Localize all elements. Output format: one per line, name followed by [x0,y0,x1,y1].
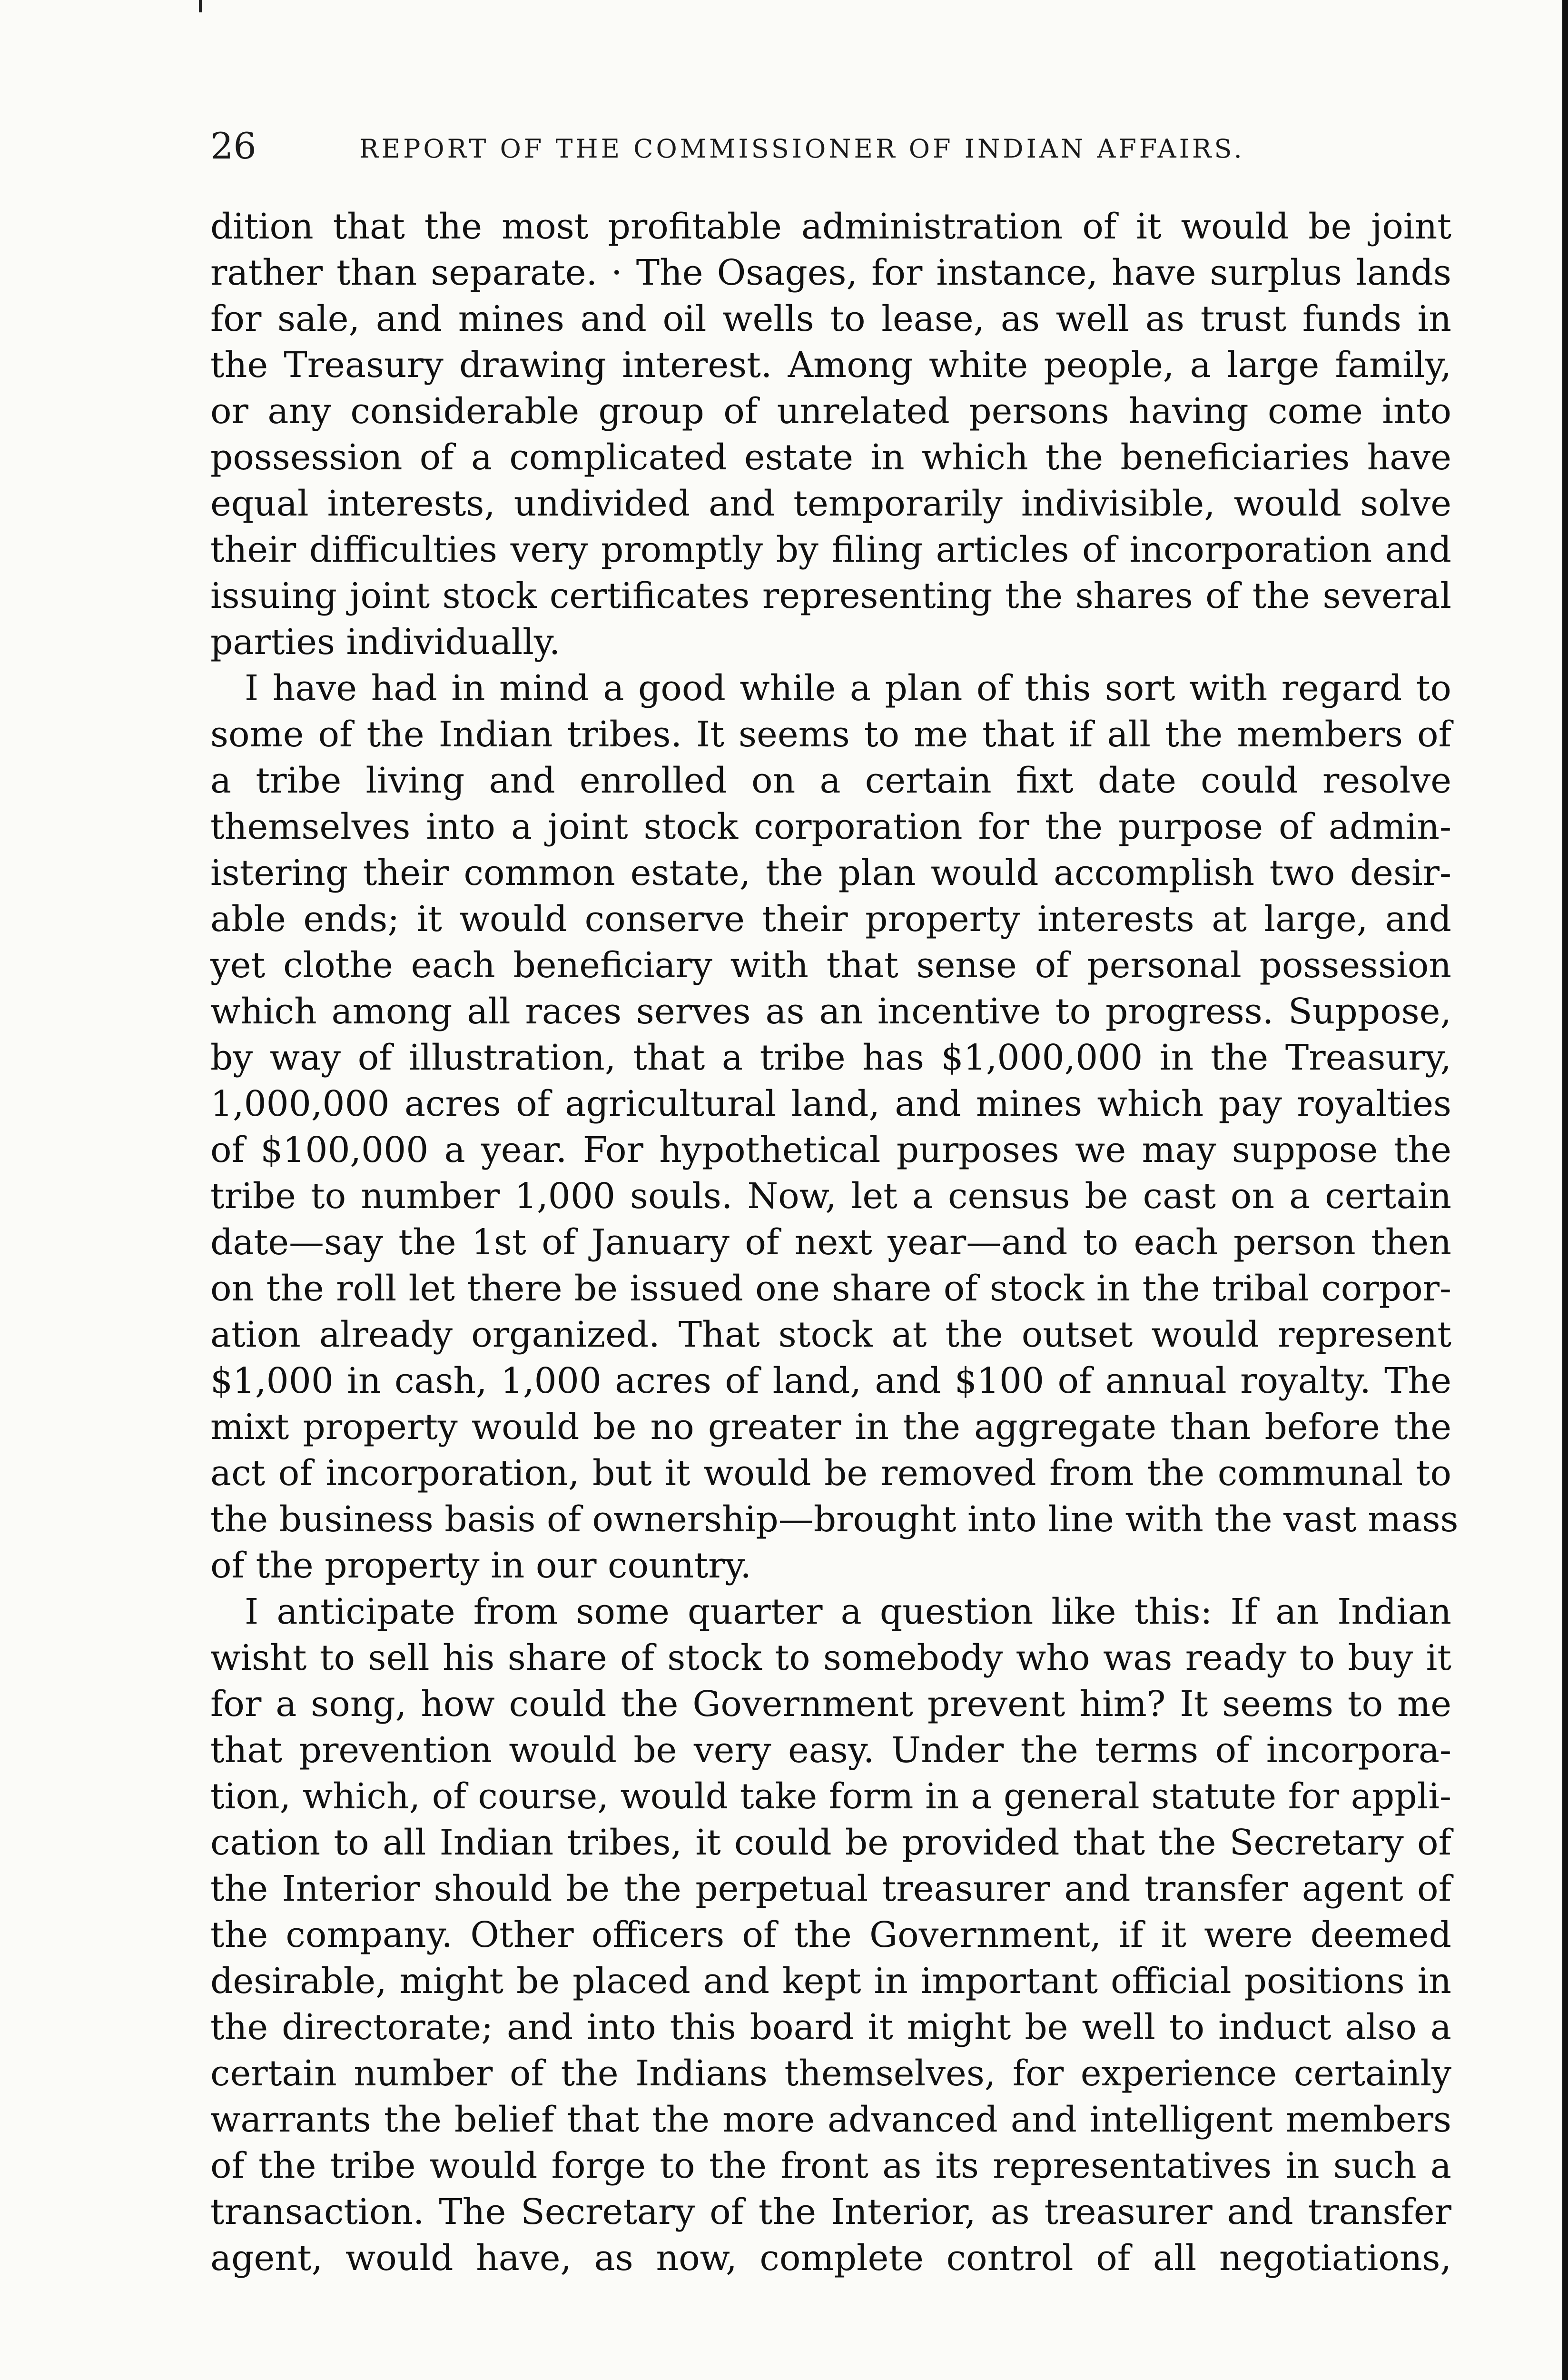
text-line: istering their common estate, the plan would accomplish two desir- [210,853,1451,893]
text-line: agent, would have, as now, complete control of all negotiations, [210,2238,1451,2279]
text-line: transaction. The Secretary of the Interior, as treasurer and transfer [210,2192,1451,2232]
text-line: of the property in our country. [210,1545,751,1586]
text-line: for sale, and mines and oil wells to lease, as well as trust funds in [210,298,1451,339]
text-line: or any considerable group of unrelated persons having come into [210,391,1451,432]
text-line: of $100,000 a year. For hypothetical purposes we may suppose the [210,1130,1451,1170]
text-line: possession of a complicated estate in which the beneficiaries have [210,437,1451,478]
paragraph-3 [210,1589,1451,2281]
text-line: dition that the most profitable administration of it would be joint [210,206,1451,247]
text-line: tribe to number 1,000 souls. Now, let a census be cast on a certain [210,1176,1451,1217]
text-line: rather than separate. · The Osages, for instance, have surplus lands [210,252,1451,293]
text-line: mixt property would be no greater in the aggregate than before the [210,1407,1451,1448]
text-line: for a song, how could the Government prevent him? It seems to me [210,1684,1451,1725]
text-line: yet clothe each beneficiary with that sense of personal possession [210,945,1451,986]
text-line: that prevention would be very easy. Under the terms of incorpora- [210,1730,1451,1771]
text-line: wisht to sell his share of stock to somebody who was ready to buy it [210,1637,1451,1678]
text-line: of the tribe would forge to the front as its representatives in such a [210,2145,1451,2186]
text-line: on the roll let there be issued one share of stock in the tribal corpor- [210,1268,1451,1309]
scan-mark [199,0,202,12]
text-line: desirable, might be placed and kept in important official positions in [210,1961,1451,2002]
text-line: some of the Indian tribes. It seems to me that if all the members of [210,714,1451,755]
text-line: $1,000 in cash, 1,000 acres of land, and $100 of annual royalty. The [210,1360,1451,1401]
text-line: I anticipate from some quarter a question like this: If an Indian [245,1591,1451,1632]
text-line: ation already organized. That stock at the outset would represent [210,1314,1451,1355]
text-line: the Treasury drawing interest. Among white people, a large family, [210,345,1451,386]
body-text [210,204,1459,2281]
text-line: which among all races serves as an incentive to progress. Suppose, [210,991,1451,1032]
text-line: by way of illustration, that a tribe has $1,000,000 in the Treasury, [210,1037,1451,1078]
text-line: their difficulties very promptly by filing articles of incorporation and [210,529,1451,570]
text-line: act of incorporation, but it would be removed from the communal to [210,1453,1451,1494]
text-line: equal interests, undivided and temporarily indivisible, would solve [210,483,1451,524]
text-line: the Interior should be the perpetual treasurer and transfer agent of [210,1868,1451,1909]
text-line: parties individually. [210,622,561,663]
text-line: certain number of the Indians themselves, for experience certainly [210,2053,1451,2094]
text-line: the company. Other officers of the Government, if it were deemed [210,1914,1451,1955]
page-header [210,125,1451,177]
text-line: themselves into a joint stock corporation for the purpose of admin- [210,806,1451,847]
text-line: I have had in mind a good while a plan of this sort with regard to [245,668,1451,709]
text-line: 1,000,000 acres of agricultural land, and mines which pay royalties [210,1083,1451,1124]
text-line: able ends; it would conserve their property interests at large, and [210,899,1451,940]
page-number: 26 [210,125,256,167]
paragraph-2 [210,665,1459,1589]
text-line: the directorate; and into this board it might be well to induct also a [210,2007,1451,2048]
text-line: tion, which, of course, would take form in a general statute for appli- [210,1776,1451,1817]
text-line: cation to all Indian tribes, it could be provided that the Secretary of [210,1822,1451,1863]
running-head: REPORT OF THE COMMISSIONER OF INDIAN AFFAIRS. [359,134,1245,164]
text-line: issuing joint stock certificates representing the shares of the several [210,575,1451,616]
text-line: the business basis of ownership—brought into line with the vast mass [210,1499,1459,1540]
text-line: a tribe living and enrolled on a certain fixt date could resolve [210,760,1451,801]
text-line: warrants the belief that the more advanced and intelligent members [210,2099,1451,2140]
paragraph-1 [210,204,1451,665]
text-line: date—say the 1st of January of next year—and to each person then [210,1222,1451,1263]
